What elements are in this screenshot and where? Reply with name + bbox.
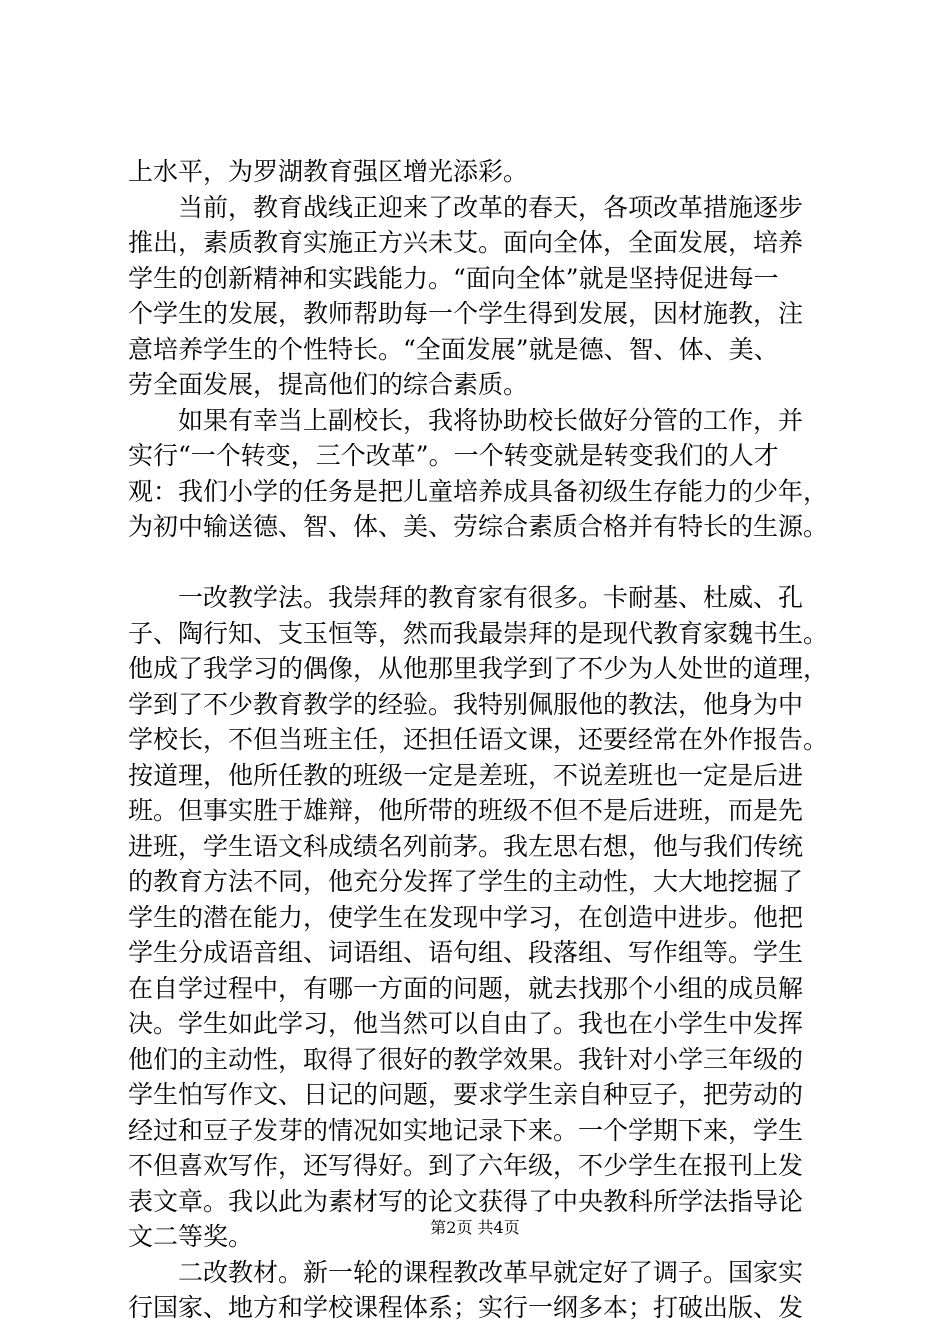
text-line: 按道理，他所任教的班级一定是差班，不说差班也一定是后进 (128, 760, 804, 790)
text-line: 意培养学生的个性特长。“全面发展”就是德、智、体、美、 (128, 334, 779, 364)
text-line: 表文章。我以此为素材写的论文获得了中央教科所学法指导论 (128, 1186, 804, 1216)
text-line: 劳全面发展，提高他们的综合素质。 (128, 370, 529, 399)
text-line: 为初中输送德、智、体、美、劳综合素质合格并有特长的生源。 (128, 512, 829, 541)
text-line: 决。学生如此学习，他当然可以自由了。我也在小学生中发挥 (128, 1009, 804, 1038)
text-line: 行国家、地方和学校课程体系；实行一纲多本；打破出版、发 (128, 1293, 804, 1322)
text-line: 他成了我学习的偶像，从他那里我学到了不少为人处世的道理， (128, 654, 829, 683)
text-line: 一改教学法。我崇拜的教育家有很多。卡耐基、杜威、孔 (128, 583, 804, 612)
text-line: 个学生的发展，教师帮助每一个学生得到发展，因材施教，注 (128, 299, 804, 328)
text-line: 如果有幸当上副校长，我将协助校长做好分管的工作，并 (128, 405, 804, 435)
text-line: 在自学过程中，有哪一方面的问题，就去找那个小组的成员解 (128, 973, 804, 1003)
text-line: 他们的主动性，取得了很好的教学效果。我针对小学三年级的 (128, 1044, 804, 1074)
text-line: 二改教材。新一轮的课程教改革早就定好了调子。国家实 (128, 1257, 804, 1287)
text-line: 学生的潜在能力，使学生在发现中学习，在创造中进步。他把 (128, 902, 804, 932)
text-line: 文二等奖。 (128, 1222, 254, 1251)
text-line: 学校长，不但当班主任，还担任语文课，还要经常在外作报告。 (128, 725, 829, 754)
text-line: 学到了不少教育教学的经验。我特别佩服他的教法，他身为中 (128, 689, 804, 719)
text-line: 班。但事实胜于雄辩，他所带的班级不但不是后进班，而是先 (128, 796, 804, 825)
text-line: 上水平，为罗湖教育强区增光添彩。 (128, 157, 529, 186)
text-line: 子、陶行知、支玉恒等，然而我最崇拜的是现代教育家魏书生。 (128, 618, 829, 648)
page-footer: 第2页 共4页 (430, 1218, 520, 1237)
text-line: 的教育方法不同，他充分发挥了学生的主动性，大大地挖掘了 (128, 867, 804, 896)
text-line: 观：我们小学的任务是把儿童培养成具备初级生存能力的少年， (128, 476, 829, 506)
text-line: 实行“一个转变，三个改革”。一个转变就是转变我们的人才 (128, 441, 779, 470)
blank-line (128, 545, 836, 581)
text-line: 当前，教育战线正迎来了改革的春天，各项改革措施逐步 (128, 192, 804, 222)
text-line: 进班，学生语文科成绩名列前茅。我左思右想，他与我们传统 (128, 831, 804, 861)
text-line: 学生怕写作文、日记的问题，要求学生亲自种豆子，把劳动的 (128, 1080, 804, 1109)
text-line: 经过和豆子发芽的情况如实地记录下来。一个学期下来，学生 (128, 1115, 804, 1145)
text-line: 学生的创新精神和实践能力。“面向全体”就是坚持促进每一 (128, 263, 779, 293)
document-body (128, 154, 836, 1326)
text-line: 学生分成语音组、词语组、语句组、段落组、写作组等。学生 (128, 938, 804, 967)
text-line: 推出，素质教育实施正方兴未艾。面向全体，全面发展，培养 (128, 228, 804, 257)
text-line: 不但喜欢写作，还写得好。到了六年级，不少学生在报刊上发 (128, 1151, 804, 1180)
